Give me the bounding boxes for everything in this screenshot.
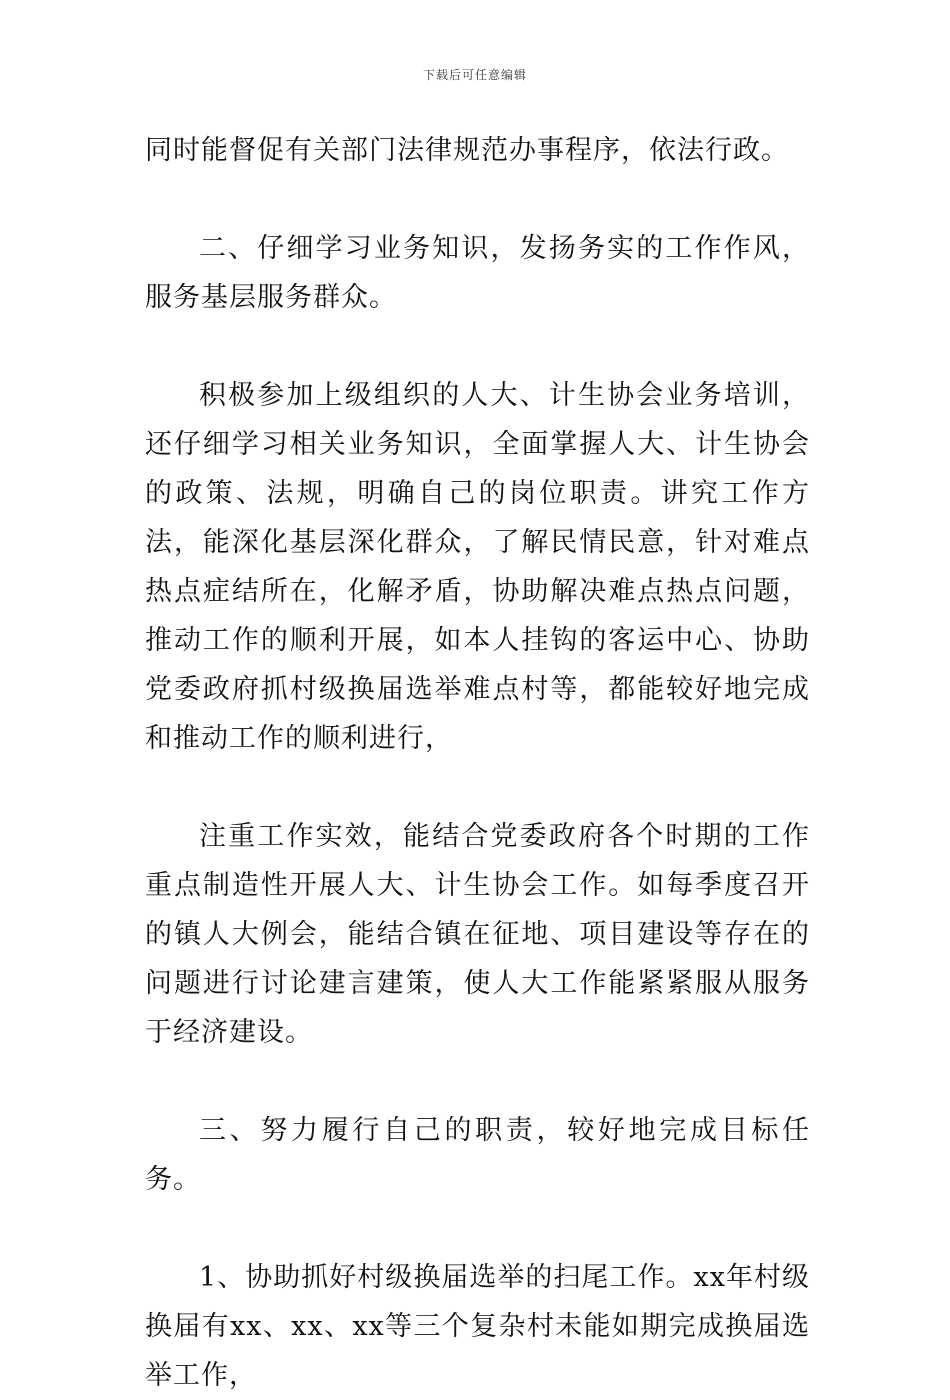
paragraph-2-heading: 二、仔细学习业务知识，发扬务实的工作作风，服务基层服务群众。 <box>145 233 810 313</box>
paragraph-1: 同时能督促有关部门法律规范办事程序，依法行政。 <box>145 135 789 166</box>
document-body <box>145 126 810 1400</box>
paragraph-4: 注重工作实效，能结合党委政府各个时期的工作重点制造性开展人大、计生协会工作。如每季度召开的镇人大例会，能结合镇在征地、项目建设等存在的问题进行讨论建言建策，使人大工作能紧紧服从服务于经济建设。 <box>145 821 810 1048</box>
paragraph-3: 积极参加上级组织的人大、计生协会业务培训，还仔细学习相关业务知识，全面掌握人大、计生协会的政策、法规，明确自己的岗位职责。讲究工作方法，能深化基层深化群众，了解民情民意，针对难点热点症结所在，化解矛盾，协助解决难点热点问题，推动工作的顺利开展，如本人挂钩的客运中心、协助党委政府抓村级换届选举难点村等，都能较好地完成和推动工作的顺利进行， <box>145 380 810 754</box>
paragraph-6: 1、协助抓好村级换届选举的扫尾工作。xx年村级换届有xx、xx、xx等三个复杂村未能如期完成换届选举工作， <box>145 1262 810 1391</box>
paragraph-5-heading: 三、努力履行自己的职责，较好地完成目标任务。 <box>145 1115 810 1195</box>
header-note: 下载后可任意编辑 <box>422 68 527 82</box>
